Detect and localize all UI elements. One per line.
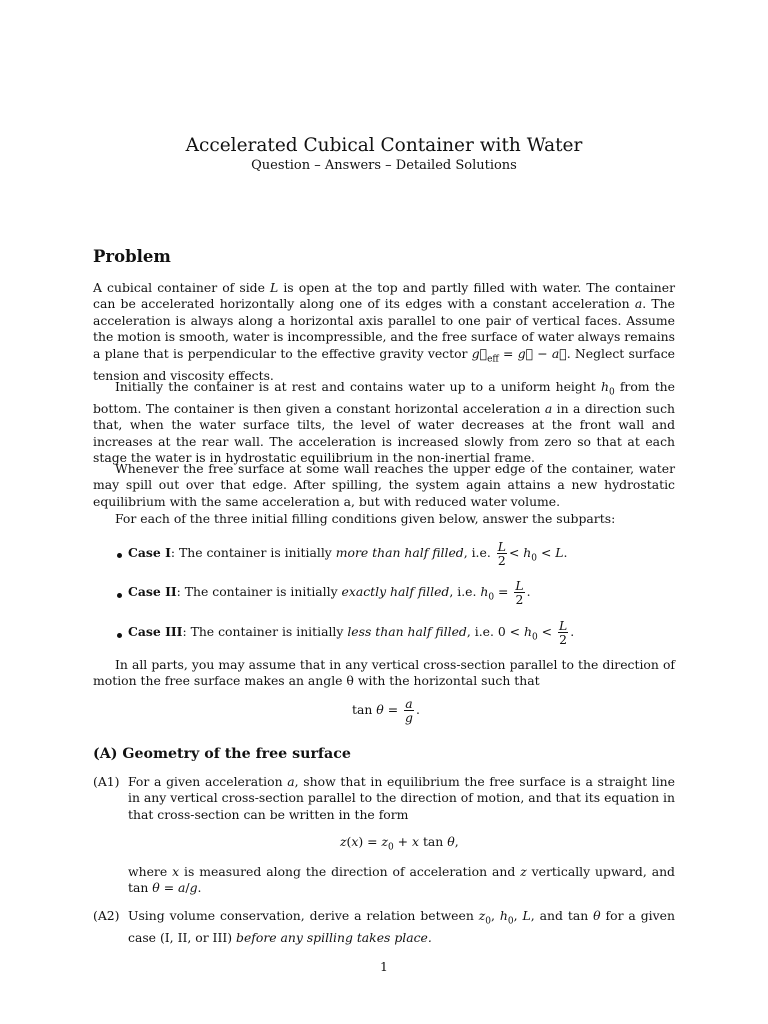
case-3-fraction: $\frac{L}{2}$ [559,618,568,647]
problem-paragraph-5: In all parts, you may assume that in any vertical cross-section parallel to the direction of motion the free surface makes an angle θ with the horizontal such that [93,657,675,689]
page-number: 1 [380,959,388,974]
a2-label: (A2) [93,908,120,923]
bullet-icon [117,633,122,638]
bullet-icon [117,553,122,558]
problem-paragraph-4: For each of the three initial filling conditions given below, answer the subparts: [115,511,616,526]
case-3-text: : The container is initially [182,624,348,639]
a2-emphasis: before any spilling takes place. [236,929,432,945]
problem-heading: Problem [93,247,171,266]
a2-text: Using volume conservation, derive a relation between $z_0$, $h_0$, L, and tan θ for a given case (I, II, or III) before any spilling takes place. [128,908,675,945]
case-1-label: Case I [128,545,171,560]
section-a-heading: (A) Geometry of the free surface [93,746,351,762]
case-1-tail: , i.e. [463,545,491,560]
document-subtitle: Question – Answers – Detailed Solutions [251,158,517,173]
a1-text: For a given acceleration a, show that in equilibrium the free surface is a straight line in any vertical cross-section parallel to the direction of motion, and that its equation in that cross-section can be written in the form [128,774,675,822]
case-1-emphasis: more than half filled [335,545,464,560]
problem-paragraph-2: Initially the container is at rest and contains water up to a uniform height $h_0$ from the bottom. The container is then given a constant horizontal acceleration a in a direction such that, when the water surface tilts, the level of water decreases at the front wall and increases at the rear wall. The acceleration is increased slowly from zero so that at each stage the water is in hydrostatic equilibrium in the non-inertial frame. [93,379,675,466]
case-3: Case III: The container is initially less than half filled, i.e. $0 < h_0$ < $\frac{L}{2}$ . [128,618,575,647]
document-title: Accelerated Cubical Container with Water [185,135,583,156]
problem-paragraph-3: Whenever the free surface at some wall reaches the upper edge of the container, water may spill out over that edge. After spilling, the system again attains a new hydrostatic equilibrium with the same acceleration a, but with reduced water volume. [93,461,675,509]
case-1-fraction: $\frac{L}{2}$ [497,539,506,568]
case-1: Case I: The container is initially more than half filled, i.e. $\frac{L}{2}$ < $h_0 < L$. [128,539,568,568]
a1-after-text: where x is measured along the direction of acceleration and z vertically upward, and tan θ = a/g. [128,864,675,896]
problem-paragraph-1: A cubical container of side L is open at the top and partly filled with water. The container can be accelerated horizontally along one of its edges with a constant acceleration a. The acceleration is always along a horizontal axis parallel to one pair of vertical faces. Assume the motion is smooth, water is incompressible, and the free surface of water always remains a plane that is perpendicular to the effective gravity vector $g⃗_{eff}$ = g⃗ − a⃗. Neglect surface tension and viscosity effects. [93,280,675,383]
a1-equation: $z(x) = z_0 + x$ tan θ, [340,834,459,853]
case-2-label: Case II [128,584,177,599]
a1-label: (A1) [93,774,120,789]
case-3-tail: , i.e. [466,624,494,639]
case-1-text: : The container is initially [170,545,336,560]
case-2-tail: , i.e. [449,584,477,599]
case-2-emphasis: exactly half filled [341,584,450,599]
case-2: Case II: The container is initially exactly half filled, i.e. $h_0$ = $\frac{L}{2}$ . [128,578,531,607]
case-3-label: Case III [128,624,183,639]
tan-theta-equation: tan θ = $\frac{a}{g}$ . [352,696,420,725]
bullet-icon [117,593,122,598]
case-2-text: : The container is initially [176,584,342,599]
case-3-emphasis: less than half filled [347,624,467,639]
case-2-fraction: $\frac{L}{2}$ [515,578,524,607]
